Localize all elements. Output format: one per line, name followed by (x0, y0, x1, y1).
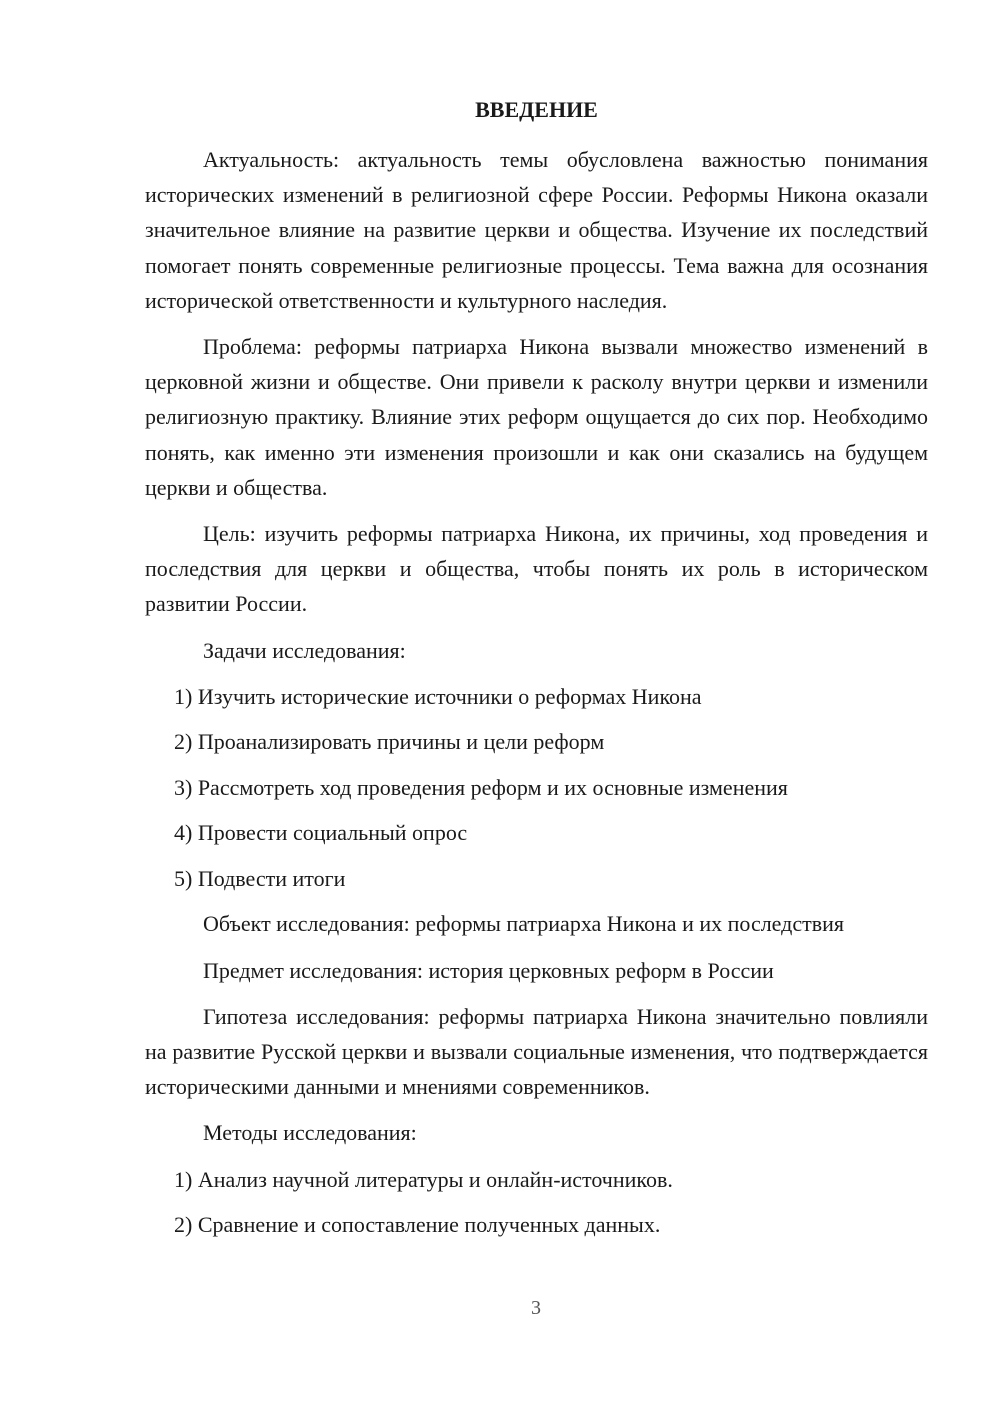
tasks-list (145, 679, 928, 896)
list-item: 1) Изучить исторические источники о реформах Никона (174, 683, 702, 709)
page-number: 3 (531, 1297, 541, 1319)
problem-paragraph: Проблема: реформы патриарха Никона вызвали множество изменений в церковной жизни и обществе. Они привели к расколу внутри церкви и изменили религиозную практику. Влияние этих реформ ощущается до сих пор. Необходимо понять, как именно эти изменения произошли и как они сказались на будущем церкви и общества. (145, 334, 928, 500)
document-page (145, 92, 928, 1253)
list-item: 5) Подвести итоги (174, 865, 346, 891)
subject-paragraph: Предмет исследования: история церковных реформ в России (203, 957, 774, 983)
list-item: 1) Анализ научной литературы и онлайн-источников. (174, 1166, 673, 1192)
tasks-heading: Задачи исследования: (203, 637, 406, 663)
list-item: 2) Проанализировать причины и цели реформ (174, 729, 605, 755)
object-paragraph: Объект исследования: реформы патриарха Никона и их последствия (203, 911, 845, 937)
methods-heading: Методы исследования: (203, 1120, 417, 1146)
list-item: 2) Сравнение и сопоставление полученных данных. (174, 1212, 661, 1238)
goal-paragraph: Цель: изучить реформы патриарха Никона, их причины, ход проведения и последствия для церкви и общества, чтобы понять их роль в историческом развитии России. (145, 521, 928, 617)
page-title: ВВЕДЕНИЕ (475, 97, 598, 122)
methods-list (145, 1162, 928, 1243)
hypothesis-paragraph: Гипотеза исследования: реформы патриарха Никона значительно повлияли на развитие Русской церкви и вызвали социальные изменения, что подтверждается историческими данными и мнениями современников. (145, 1003, 928, 1100)
relevance-paragraph: Актуальность: актуальность темы обусловлена важностью понимания исторических изменений в религиозной сфере России. Реформы Никона оказали значительное влияние на развитие церкви и общества. Изучение их последствий помогает понять современные религиозные процессы. Тема важна для осознания исторической ответственности и культурного наследия. (145, 147, 928, 313)
list-item: 4) Провести социальный опрос (174, 820, 468, 846)
list-item: 3) Рассмотреть ход проведения реформ и их основные изменения (174, 774, 788, 800)
